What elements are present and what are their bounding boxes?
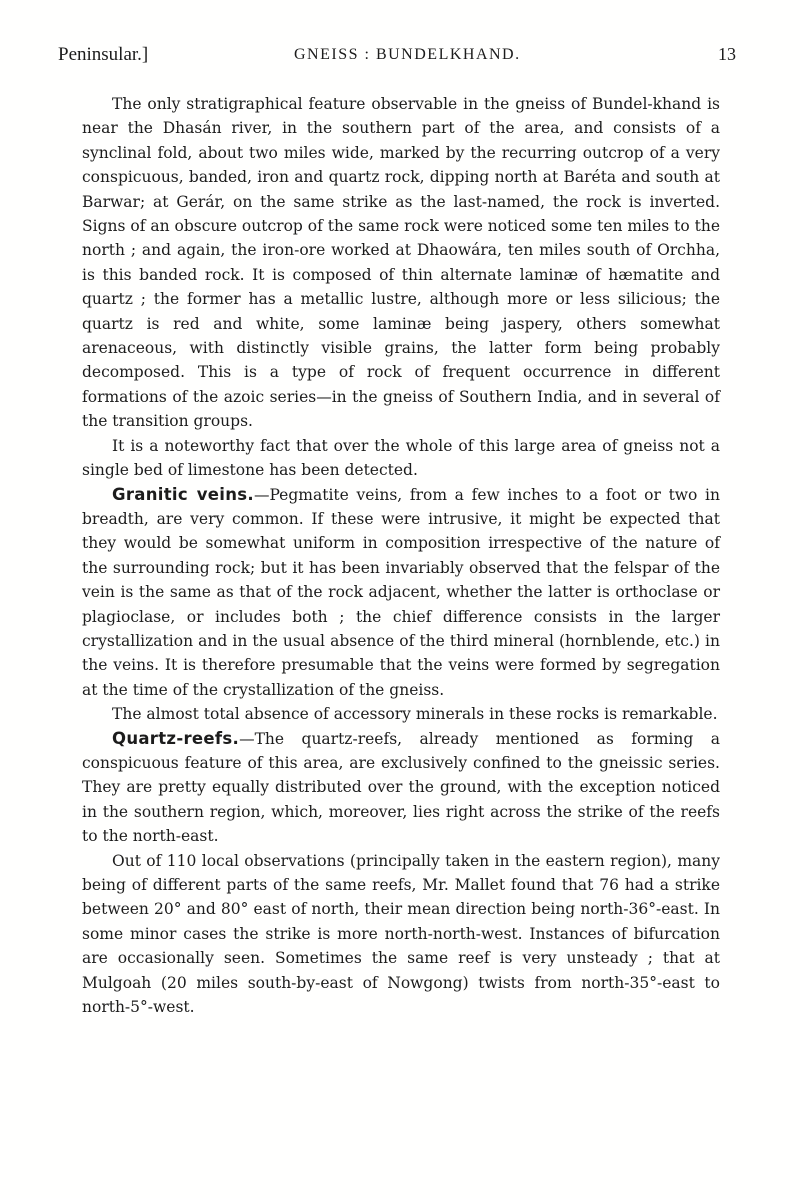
paragraph-synclinal-fold <box>82 92 720 434</box>
body-text <box>82 92 720 1019</box>
paragraph-limestone <box>82 434 720 483</box>
section-heading-quartz-reefs: Quartz-reefs. <box>112 728 240 748</box>
running-header <box>58 44 736 72</box>
paragraph-text: The only stratigraphical feature observable in the gneiss of Bundel-khand is near the Dhasán river, in the southern part of the area, and consists of a synclinal fold, about two miles wide, marked by the recurring outcrop of a very conspicuous, banded, iron and quartz rock, dipping north at Baréta and south at Barwar; at Gerár, on the same strike as the last-named, the rock is inverted. Signs of an obscure outcrop of the same rock were noticed some ten miles to the north ; and again, the iron-ore worked at Dhaowára, ten miles south of Orchha, is this banded rock. It is composed of thin alternate laminæ of hæmatite and quartz ; the former has a metallic lustre, although more or less silicious; the quartz is red and white, some laminæ being jaspery, others somewhat arenaceous, with distinctly visible grains, the latter form being probably decomposed. This is a type of rock of frequent occurrence in different formations of the azoic series—in the gneiss of Southern India, and in several of the transition groups. <box>82 95 720 431</box>
paragraph-text: Out of 110 local observations (principally taken in the eastern region), many being of different parts of the same reefs, Mr. Mallet found that 76 had a strike between 20° and 80° east of north, their mean direction being north-36°-east. In some minor cases the strike is more north-north-west. Instances of bifurcation are occasionally seen. Sometimes the same reef is very unsteady ; that at Mulgoah (20 miles south-by-east of Nowgong) twists from north-35°-east to north-5°-west. <box>82 851 720 1017</box>
paragraph-text: —Pegmatite veins, from a few inches to a foot or two in breadth, are very common. If these were intrusive, it might be expected that they would be somewhat uniform in composition irrespective of the nature of the surrounding rock; but it has been invariably observed that the felspar of the vein is the same as that of the rock adjacent, whether the latter is orthoclase or plagioclase, or includes both ; the chief difference consists in the larger crystallization and in the usual absence of the third mineral (hornblende, etc.) in the veins. It is therefore presumable that the veins were formed by segregation at the time of the crystallization of the gneiss. <box>82 485 720 699</box>
paragraph-text: It is a noteworthy fact that over the whole of this large area of gneiss not a single bed of limestone has been detected. <box>82 436 720 480</box>
page-number: 13 <box>718 44 736 64</box>
paragraph-observations <box>82 849 720 1020</box>
section-label: Peninsular.] <box>58 44 149 65</box>
paragraph-quartz-reefs <box>82 727 720 849</box>
paragraph-text: The almost total absence of accessory minerals in these rocks is remarkable. <box>112 705 718 724</box>
paragraph-granitic-veins <box>82 483 720 703</box>
running-title: GNEISS : BUNDELKHAND. <box>294 46 521 63</box>
paragraph-accessory-minerals <box>82 702 720 726</box>
section-heading-granitic-veins: Granitic veins. <box>112 484 254 504</box>
paragraph-text: —The quartz-reefs, already mentioned as forming a conspicuous feature of this area, are exclusively confined to the gneissic series. They are pretty equally distributed over the ground, with the exception noticed in the southern region, which, moreover, lies right across the strike of the reefs to the north-east. <box>82 729 720 846</box>
